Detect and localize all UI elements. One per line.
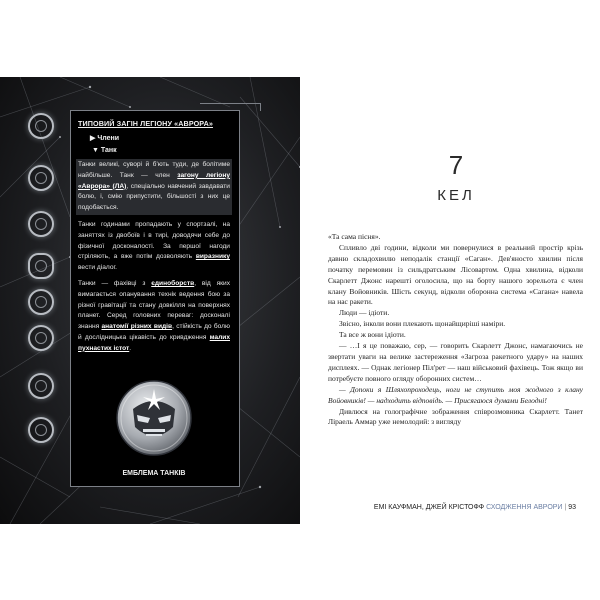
footer-series: СХОДЖЕННЯ АВРОРИ: [486, 504, 563, 511]
frame-tab-decoration: [200, 103, 261, 111]
page-footer: [328, 504, 576, 511]
page-number: 93: [568, 504, 576, 511]
info-panel: [78, 117, 230, 360]
footer-separator: |: [564, 504, 567, 511]
tree-item-members[interactable]: [90, 134, 230, 142]
footer-authors: ЕМІ КАУФМАН, ДЖЕЙ КРІСТОФФ: [373, 504, 485, 511]
expanded-arrow-icon: ▼: [92, 147, 99, 154]
body-paragraph: «Та сама пісня».: [328, 232, 381, 241]
text-run: вести діалог.: [78, 264, 117, 272]
text-run: Танки — фахівці з: [78, 279, 152, 287]
hex-ring-icon: [28, 253, 54, 279]
chapter-number: 7: [448, 150, 464, 180]
body-paragraph: Та все ж вони ідіоти.: [339, 330, 406, 340]
text-run: , спеціально навчений завдавати болю, і, смію припустити, більшості з них це подобається.: [78, 182, 230, 212]
hyperlink[interactable]: виразнику: [195, 253, 230, 261]
body-paragraph: — …І я це поважаю, сер, — говорить Скарлетт Джонс, намагаючись не звертати уваги на велике застереження «Загроза ракетного удару» на наших дисплеях. — Однак легіонер Піл'рет — наш військовий фахівець. Тож якщо ви потребуєте повного огляду оборонних систем…: [328, 341, 583, 383]
panel-paragraph: [76, 159, 232, 215]
text-run: .: [129, 344, 132, 352]
body-paragraph: Звісно, інколи вони плекають щонайщиріші наміри.: [339, 319, 506, 329]
hyperlink[interactable]: загону легіону «Аврора» (ЛА): [78, 171, 230, 190]
tree-item-label: Члени: [97, 135, 120, 142]
chapter-body: [328, 232, 583, 428]
text-run: Танки великі, суворі й б'ють туди, де болітиме найбільше. Танк — член: [78, 161, 230, 179]
tree-item-label: Танк: [100, 147, 117, 154]
ring-icon: [28, 373, 54, 399]
text-run: Танки годинами пропадають у спортзалі, на заняттях із двобоїв і в тирі, доводячи себе до фізичної досконалості. За першої нагоди стріляють, а вже потім дозволяють: [78, 220, 230, 261]
text-run: , стійкість до болю й дослідницька цікавість до кривдження: [78, 323, 230, 341]
ring-icon: [28, 417, 54, 443]
body-paragraph: Дивлюся на голографічне зображення співрозмовника Скарлетт. Танет Ліраель Аммар уже немолодий: з вигляду: [328, 406, 583, 427]
body-paragraph: — Допоки я Шляхопроходець, ноги не ступить моя жодного з клану Войовників! — надходить відповідь. — Присягаюся думами Белодні!: [328, 384, 583, 405]
ring-icon: [28, 325, 54, 351]
tank-emblem-icon: [115, 379, 193, 457]
emblem-caption: ЕМБЛЕМА ТАНКІВ: [122, 470, 186, 477]
hyperlink[interactable]: малих пухнастих істот: [78, 333, 230, 352]
body-paragraph: Спливло дві години, відколи ми повернулися в реальний простір крізь давню складохвилю неподалік станції «Саган». Дев'яносто хвилин після початку перемовин із сильдратським Лісовартом. Одна хвилина, відколи Скарлетт Джонс нарешті оголосила, що на борту нашого зорельота є член клану Войовників. Шість секунд, відколи оборонна система «Сагана» навела на нас ракети.: [328, 242, 583, 307]
tree-item-tank[interactable]: [92, 147, 230, 154]
chapter-title: КЕЛ: [437, 187, 475, 204]
panel-title: ТИПОВИЙ ЗАГІН ЛЕГІОНУ «АВРОРА»: [78, 119, 213, 128]
hyperlink[interactable]: єдиноборств: [151, 279, 195, 287]
text-run: , від яких вимагається опанування технік ведення бою за різної гравітації та стану довкілля на поверхнях планет. Серед головних переваг: досконалі знання: [78, 279, 231, 331]
collapsed-arrow-icon: ▶: [90, 135, 96, 142]
ring-icon: [28, 113, 54, 139]
ring-icon: [28, 289, 54, 315]
ring-icon: [28, 211, 54, 237]
hyperlink[interactable]: анатомії різних видів: [101, 323, 173, 331]
panel-paragraph: [78, 220, 230, 274]
right-page: [300, 0, 600, 600]
body-paragraph: Люди — ідіоти.: [339, 308, 390, 318]
left-page: [0, 77, 300, 524]
panel-paragraph: [78, 279, 230, 355]
ring-icon: [28, 165, 54, 191]
